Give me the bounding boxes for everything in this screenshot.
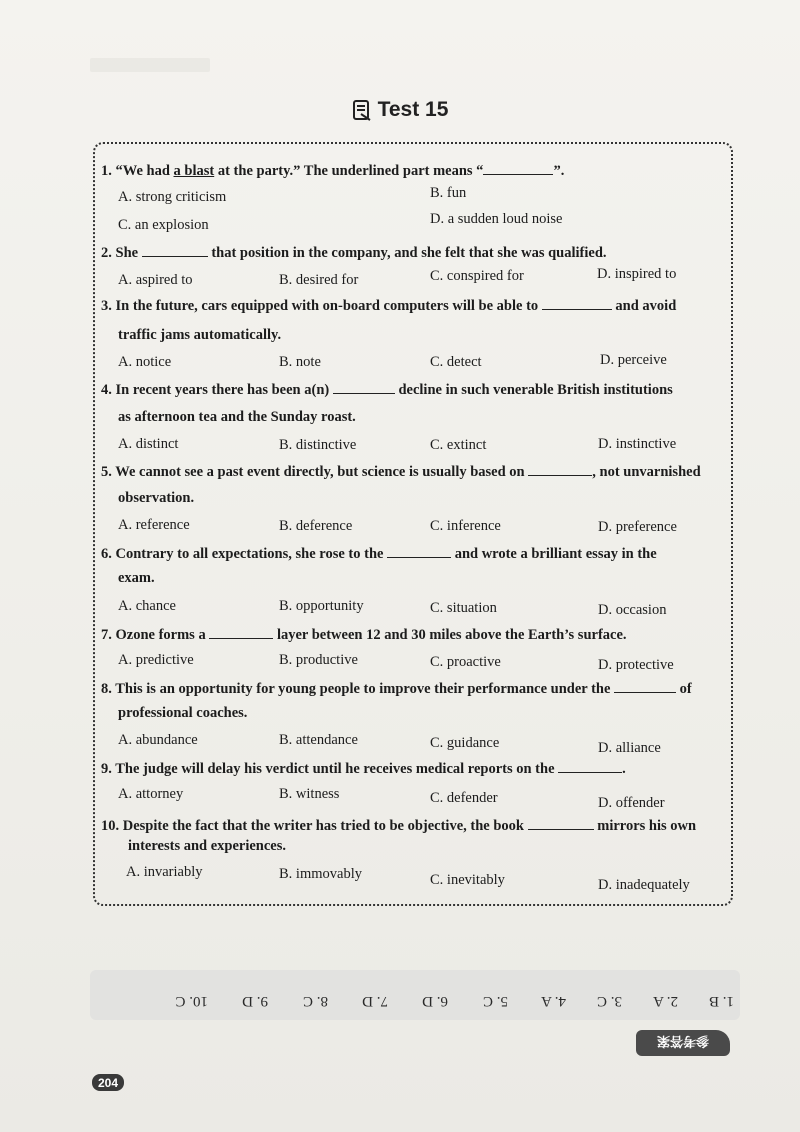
answer-item: 3. C	[596, 993, 622, 1009]
question-6-continued: exam.	[118, 570, 155, 586]
underlined-phrase: a blast	[173, 163, 215, 179]
option-3c: C. detect	[430, 354, 482, 370]
option-6d: D. occasion	[598, 602, 667, 618]
answer-blank	[483, 162, 553, 175]
question-5: 5. We cannot see a past event directly, but science is usually based on , not unvarnished	[101, 464, 701, 480]
option-2d: D. inspired to	[597, 266, 677, 282]
option-9a: A. attorney	[118, 786, 184, 802]
answer-blank	[528, 463, 592, 476]
option-7b: B. productive	[279, 652, 358, 668]
option-7d: D. protective	[598, 657, 674, 673]
option-7a: A. predictive	[118, 652, 194, 668]
title-area	[0, 98, 800, 126]
question-1: 1. “We had a blast at the party.” The underlined part means “ ”.	[101, 163, 565, 179]
option-5b: B. deference	[279, 518, 353, 534]
answer-item: 6. D	[422, 993, 448, 1009]
option-1d: D. a sudden loud noise	[430, 211, 563, 227]
question-5-continued: observation.	[118, 490, 195, 506]
answer-item: 9. D	[242, 993, 268, 1009]
question-6: 6. Contrary to all expectations, she rose to the and wrote a brilliant essay in the	[101, 546, 657, 562]
option-7c: C. proactive	[430, 654, 501, 670]
option-6c: C. situation	[430, 600, 497, 616]
option-2a: A. aspired to	[118, 272, 193, 288]
answer-blank	[528, 817, 594, 830]
option-3a: A. notice	[118, 354, 172, 370]
question-4-continued: as afternoon tea and the Sunday roast.	[118, 409, 356, 425]
question-9: 9. The judge will delay his verdict until he receives medical reports on the .	[101, 761, 626, 777]
question-3: 3. In the future, cars equipped with on-board computers will be able to and avoid	[101, 298, 677, 314]
option-4b: B. distinctive	[279, 437, 357, 453]
option-8c: C. guidance	[430, 735, 500, 751]
question-3-continued: traffic jams automatically.	[118, 327, 282, 343]
answer-item: 2. A	[652, 993, 678, 1009]
option-10c: C. inevitably	[430, 872, 505, 888]
answer-key-list	[90, 985, 740, 1009]
answer-blank	[333, 381, 395, 394]
option-3b: B. note	[279, 354, 321, 370]
answer-blank	[387, 545, 451, 558]
option-5c: C. inference	[430, 518, 501, 534]
option-8a: A. abundance	[118, 732, 198, 748]
option-1a: A. strong criticism	[118, 189, 227, 205]
option-10b: B. immovably	[279, 866, 362, 882]
option-9b: B. witness	[279, 786, 340, 802]
option-4d: D. instinctive	[598, 436, 677, 452]
option-1b: B. fun	[430, 185, 467, 201]
option-3d: D. perceive	[600, 352, 667, 368]
option-8d: D. alliance	[598, 740, 661, 756]
question-10-continued: interests and experiences.	[128, 838, 286, 854]
option-10a: A. invariably	[126, 864, 203, 880]
answer-item: 7. D	[362, 993, 388, 1009]
question-4: 4. In recent years there has been a(n) decline in such venerable British institutions	[101, 382, 673, 398]
option-9d: D. offender	[598, 795, 665, 811]
answer-item: 1. B	[708, 993, 734, 1009]
option-10d: D. inadequately	[598, 877, 690, 893]
page-title	[352, 98, 449, 122]
answer-item: 5. C	[482, 993, 508, 1009]
option-8b: B. attendance	[279, 732, 358, 748]
page-number: 204	[92, 1074, 124, 1091]
question-7: 7. Ozone forms a layer between 12 and 30 miles above the Earth’s surface.	[101, 627, 627, 643]
answer-item: 10. C	[175, 993, 208, 1009]
option-2c: C. conspired for	[430, 268, 524, 284]
option-6a: A. chance	[118, 598, 176, 614]
option-5d: D. preference	[598, 519, 677, 535]
option-4c: C. extinct	[430, 437, 487, 453]
question-2: 2. She that position in the company, and she felt that she was qualified.	[101, 245, 607, 261]
faded-header-tab	[90, 58, 210, 72]
option-9c: C. defender	[430, 790, 498, 806]
answer-blank	[614, 680, 676, 693]
option-1c: C. an explosion	[118, 217, 209, 233]
answer-item: 8. C	[302, 993, 328, 1009]
question-8-continued: professional coaches.	[118, 705, 248, 721]
question-10: 10. Despite the fact that the writer has tried to be objective, the book mirrors his own	[101, 818, 697, 834]
answer-blank	[142, 244, 208, 257]
option-6b: B. opportunity	[279, 598, 364, 614]
answer-blank	[558, 760, 622, 773]
option-2b: B. desired for	[279, 272, 359, 288]
answer-blank	[209, 626, 273, 639]
answer-key-label: 参考答案	[636, 1030, 730, 1056]
answer-item: 4. A	[540, 993, 566, 1009]
option-4a: A. distinct	[118, 436, 179, 452]
title-text: Test 15	[377, 98, 449, 121]
option-5a: A. reference	[118, 517, 190, 533]
answer-blank	[542, 297, 612, 310]
question-8: 8. This is an opportunity for young people to improve their performance under the of	[101, 681, 692, 697]
document-icon	[352, 99, 372, 121]
